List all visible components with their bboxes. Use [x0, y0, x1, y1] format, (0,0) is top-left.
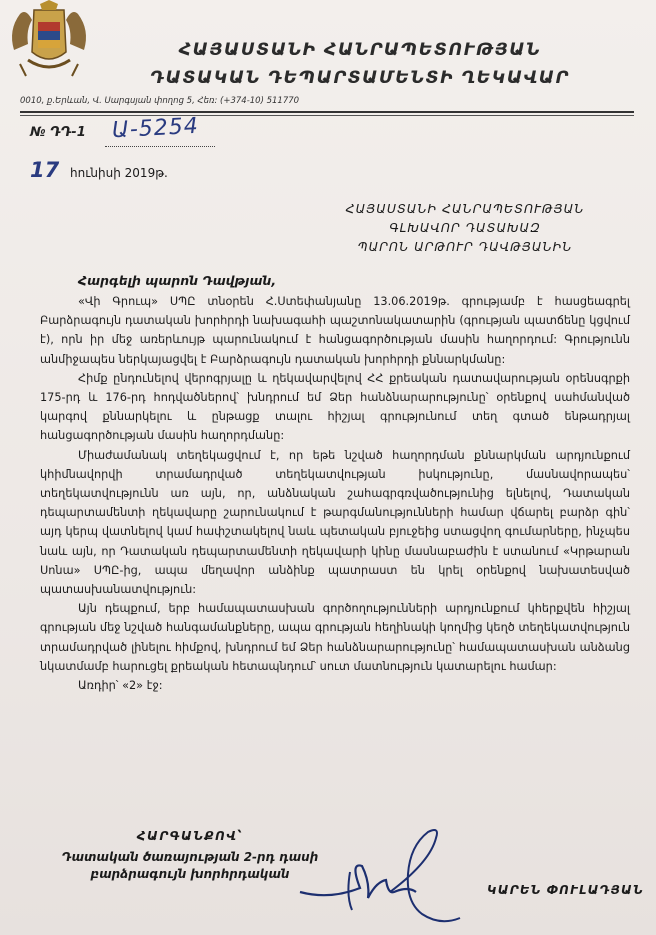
header-divider-thin: [20, 115, 634, 116]
handwritten-signature-icon: [290, 822, 470, 932]
date-month-year: հունիսի 2019թ.: [70, 166, 168, 180]
paragraph-1: «Վի Գրուպ» ՍՊԸ տնօրեն Հ.Ստեփանյանը 13.06.2019թ. գրությամբ է հասցեագրել Բարձրագույն դատական խորհրդի նախագահի պաշտոնակատարին (գրության պատճենը կցվում է), որն իր մեջ առերևույթ պարունակում է հանցագործության մասին հաղորդում: Գրությունն անմիջապես ներկայացվել է Բարձրագույն դատական խորհրդի քննարկմանը:: [40, 295, 630, 366]
address-line: 0010, ք.Երևան, Վ. Սարգսյան փողոց 5, Հեռ: (+374-10) 511770: [20, 96, 300, 106]
letter-body: [40, 292, 630, 695]
signer-rank-line1: Դատական ծառայության 2-րդ դասի: [61, 850, 319, 864]
paragraph-4: Այն դեպքում, երբ համապատասխան գործողությունների արդյունքում կհերքվեն հիշյալ գրության մեջ նշված հանգամանքները, ապա գրության հեղինակի կողմից կեղծ տեղեկատվություն տրամադրված լինելու հիմքով, խնդրում եմ Ձեր հանձնարարությունը՝ համապատասխան անձանց նկատմամբ հարուցել քրեական հետապնդում՝ սուտ մատնություն կատարելու համար:: [40, 602, 630, 673]
paragraph-3: Միաժամանակ տեղեկացվում է, որ եթե նշված հաղորդման քննարկման արդյունքում կհիմնավորվի տրամադրված տեղեկատվության իսկությունը, մասնավորապես՝ տեղեկատվությունն առ այն, որ, անձնական շահագրգռվածությունից ելնելով, Դատական դեպարտամենտի ղեկավարը շարունակում է թարգմանությունների համար վճարել բարձր գին՝ այդ կերպ վատնելով կամ հափշտակելով նաև պետական բյուջեից ստացվող գումարները, ինչպես նաև այն, որ Դատական դեպարտամենտի ղեկավարի կինը մասնաբաժին է ստանում «Կրթարան Սոնա» ՍՊԸ-ից, ապա մեղավոր անձինք պատրաստ են կրել օրենքով նախատեսված պատասխանատվություն:: [40, 448, 630, 597]
date-day-handwritten: 17: [30, 158, 60, 182]
reference-underline: [105, 146, 215, 147]
recipient-line3: ՊԱՐՈՆ ԱՐԹՈՒՐ ԴԱՎԹՅԱՆԻՆ: [357, 239, 573, 254]
attachment-note: Առդիր՝ «2» էջ:: [78, 679, 163, 693]
org-title-line1: ՀԱՅԱՍՏԱՆԻ ՀԱՆՐԱՊԵՏՈՒԹՅԱՆ: [178, 40, 542, 60]
closing-respectfully: ՀԱՐԳԱՆՔՈՎ՝: [136, 829, 244, 843]
org-title-line2: ԴԱՏԱԿԱՆ ԴԵՊԱՐՏԱՄԵՆՏԻ ՂԵԿԱՎԱՐ: [150, 68, 570, 88]
recipient-line2: ԳԼԽԱՎՈՐ ԴԱՏԱԽԱԶ: [389, 220, 541, 235]
coat-of-arms-icon: [6, 0, 92, 78]
reference-prefix: № ԴԴ-1: [30, 125, 86, 140]
salutation: Հարգելի պարոն Դավթյան,: [78, 273, 277, 288]
recipient-line1: ՀԱՅԱՍՏԱՆԻ ՀԱՆՐԱՊԵՏՈՒԹՅԱՆ: [345, 201, 585, 216]
reference-number-handwritten: Ա-5254: [111, 113, 200, 144]
signer-name: ԿԱՐԵՆ ՓՈՒԼԱԴՅԱՆ: [487, 883, 644, 897]
signer-rank-line2: բարձրագույն խորհրդական: [90, 867, 290, 881]
header-divider-thick: [20, 111, 634, 113]
paragraph-2: Հիմք ընդունելով վերոգրյալը և ղեկավարվելով ՀՀ քրեական դատավարության օրենսգրքի 175-րդ և 176-րդ հոդվածներով՝ խնդրում եմ Ձեր հանձնարարությունը՝ օրենքով սահմանված կարգով քննարկելու և ընթացք տալու հիշյալ գրությունում տեղ գտած ենթադրյալ հանցագործության մասին հաղորդմանը:: [40, 371, 630, 443]
